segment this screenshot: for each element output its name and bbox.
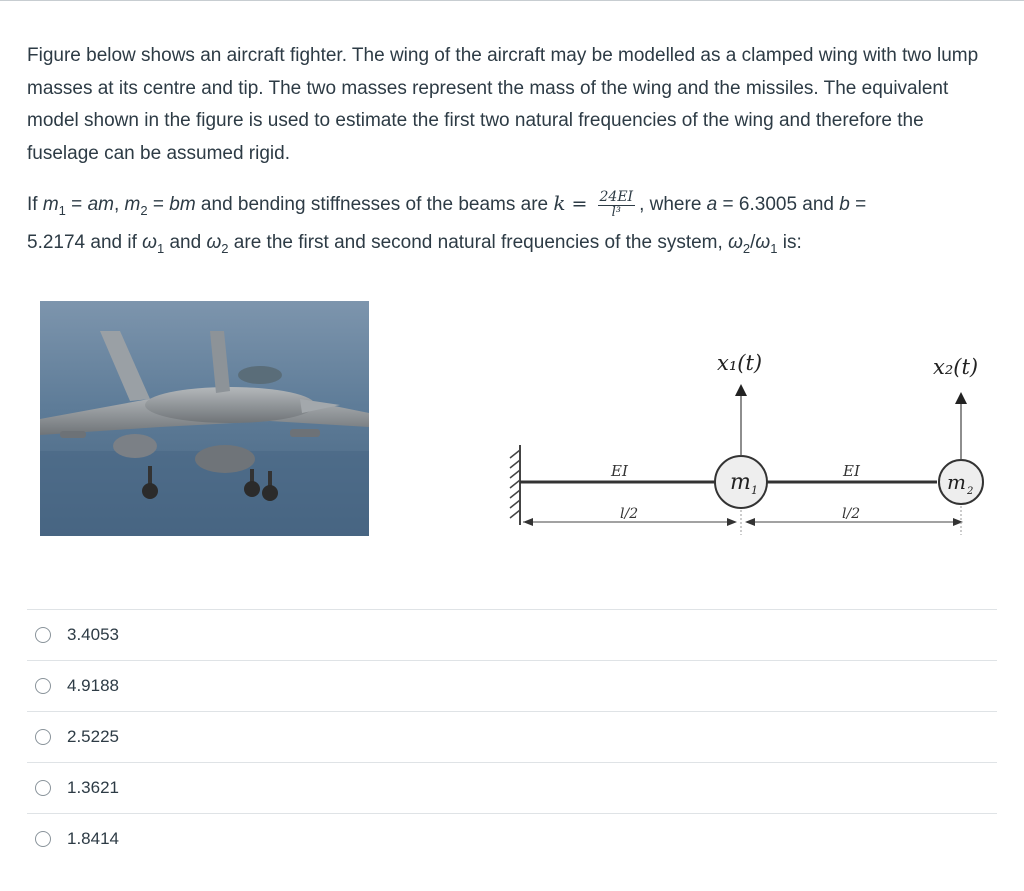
x1-label: x₁(t) (717, 351, 763, 375)
answer-label: 1.8414 (67, 829, 119, 848)
answer-option[interactable] (27, 762, 997, 813)
answer-option[interactable] (27, 660, 997, 711)
stiffness-fraction: $\frac{24EI}{\text{l³}}$ (599, 189, 634, 220)
clamped-support (510, 445, 520, 525)
beam-schematic (505, 340, 1005, 555)
mass-2-subscript: 2 (967, 486, 974, 497)
length-label-1: l/2 (620, 506, 639, 522)
radio-button[interactable] (35, 678, 51, 694)
radio-button[interactable] (35, 627, 51, 643)
question-paragraph: Figure below shows an aircraft fighter. The wing of the aircraft may be modelled as a clamped wing with two lump masses at its centre and tip. The two masses represent the mass of the wing and the missiles. The equivalent model shown in the figure is used to estimate the first two natural frequencies of the wing and therefore the fuselage can be assumed rigid. (27, 45, 979, 164)
fighter-jet-image (40, 301, 369, 536)
answer-label: 3.4053 (67, 625, 119, 644)
radio-button[interactable] (35, 780, 51, 796)
answer-label: 4.9188 (67, 676, 119, 695)
answer-option[interactable] (27, 813, 997, 864)
mass-2-label: m (947, 470, 966, 494)
radio-button[interactable] (35, 831, 51, 847)
length-label-2: l/2 (842, 506, 861, 522)
question-prompt-line: 5.2174 and if $\omega_1$ and $\omega_2$ are the first and second natural frequencies of the system, $\omega_2/\omega_1$ is: (27, 232, 802, 256)
answer-label: 1.3621 (67, 778, 119, 797)
ei-label-1: EI (611, 462, 628, 480)
answer-list (27, 609, 997, 864)
mass-1-label: m (730, 470, 751, 495)
clamped-beam-diagram (505, 340, 1005, 555)
top-divider (0, 0, 1024, 1)
stiffness-symbol: k (553, 191, 566, 216)
answer-label: 2.5225 (67, 727, 119, 746)
mass-1-subscript: 1 (751, 484, 758, 497)
x2-arrowhead (955, 392, 967, 404)
answer-option[interactable] (27, 609, 997, 660)
x1-arrowhead (735, 384, 747, 396)
question-formula-line: If $m_1$ = am, $m_2$ = bm and bending stiffnesses of the beams are k = $\frac{24EI}{\text{l³}}$ , where a = 6.3005 and b = (27, 189, 867, 220)
question-text (27, 40, 997, 170)
answer-option[interactable] (27, 711, 997, 762)
ei-label-2: EI (843, 462, 860, 480)
x2-label: x₂(t) (933, 355, 979, 379)
aircraft-photo (40, 301, 369, 536)
radio-button[interactable] (35, 729, 51, 745)
